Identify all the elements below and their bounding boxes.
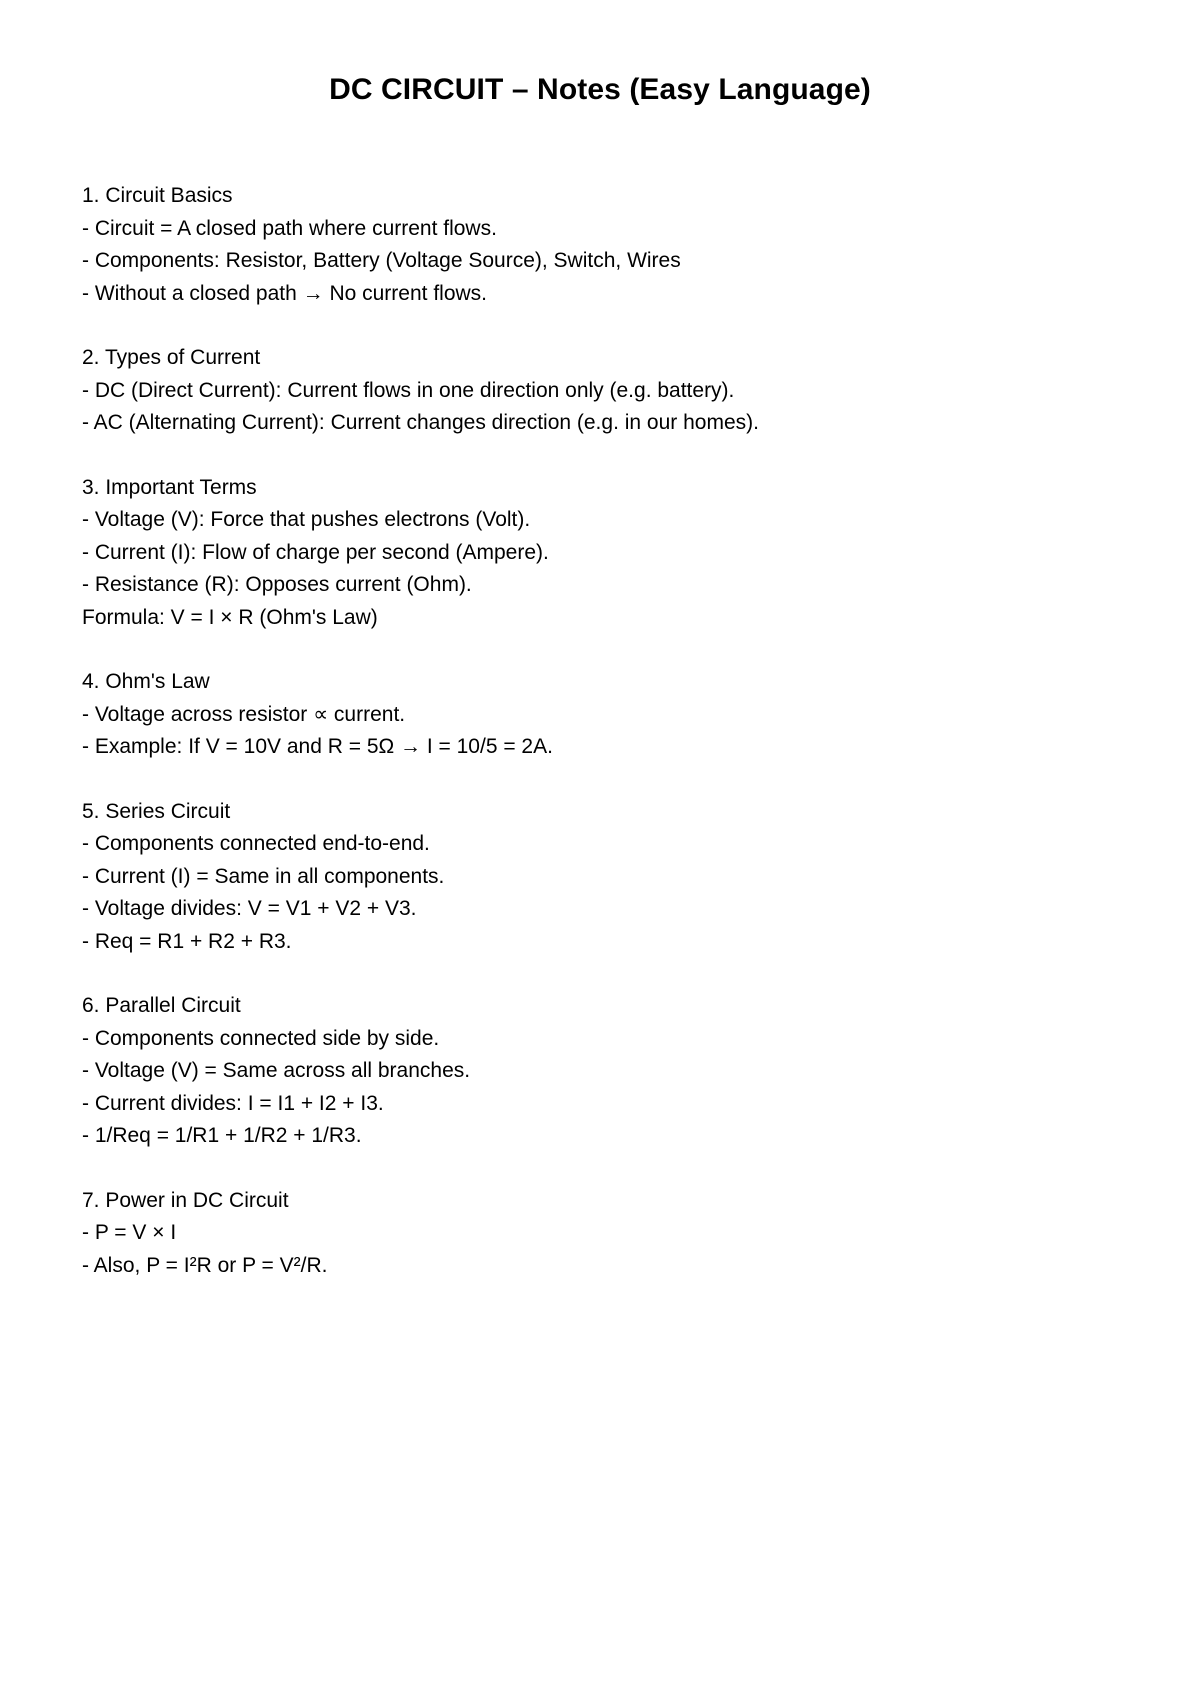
note-line: - Resistance (R): Opposes current (Ohm). [82, 573, 472, 596]
note-line: - Components: Resistor, Battery (Voltage Source), Switch, Wires [82, 249, 681, 272]
page-title: DC CIRCUIT – Notes (Easy Language) [329, 73, 871, 106]
section-heading: 4. Ohm's Law [82, 670, 210, 693]
note-line: - Req = R1 + R2 + R3. [82, 929, 292, 953]
section-series-circuit [82, 796, 1122, 959]
note-line: - 1/Req = 1/R1 + 1/R2 + 1/R3. [82, 1124, 362, 1147]
section-heading: 3. Important Terms [82, 475, 257, 499]
note-line: - Circuit = A closed path where current flows. [82, 216, 497, 240]
section-heading: 2. Types of Current [82, 346, 261, 369]
section-heading: 7. Power in DC Circuit [82, 1188, 289, 1212]
note-line: - DC (Direct Current): Current flows in one direction only (e.g. battery). [82, 378, 735, 402]
section-parallel-circuit [82, 990, 1122, 1153]
note-line: - AC (Alternating Current): Current changes direction (e.g. in our homes). [82, 411, 759, 434]
note-line: - Voltage (V) = Same across all branches. [82, 1059, 471, 1082]
note-line: - Voltage across resistor ∝ current. [82, 702, 406, 726]
note-line: - Components connected end-to-end. [82, 832, 430, 855]
section-power-in-dc-circuit [82, 1185, 1122, 1283]
section-circuit-basics [82, 180, 1122, 310]
section-ohms-law [82, 666, 1122, 764]
note-line: - Without a closed path → No current flows. [82, 281, 487, 305]
note-line: - Current divides: I = I1 + I2 + I3. [82, 1091, 384, 1115]
section-heading: 5. Series Circuit [82, 799, 231, 823]
note-line: - Current (I): Flow of charge per second (Ampere). [82, 540, 549, 564]
section-important-terms [82, 472, 1122, 635]
formula-line: Formula: V = I × R (Ohm's Law) [82, 605, 378, 629]
section-heading: 1. Circuit Basics [82, 184, 233, 207]
note-line: - Also, P = I²R or P = V²/R. [82, 1253, 328, 1277]
note-line: - Voltage divides: V = V1 + V2 + V3. [82, 897, 417, 920]
section-heading: 6. Parallel Circuit [82, 994, 241, 1017]
note-line: - P = V × I [82, 1221, 177, 1244]
notes-content [82, 180, 1122, 1314]
note-line: - Example: If V = 10V and R = 5Ω → I = 10/5 = 2A. [82, 735, 553, 758]
section-types-of-current [82, 342, 1122, 440]
note-line: - Voltage (V): Force that pushes electrons (Volt). [82, 508, 531, 531]
note-line: - Components connected side by side. [82, 1026, 440, 1050]
note-line: - Current (I) = Same in all components. [82, 864, 445, 888]
